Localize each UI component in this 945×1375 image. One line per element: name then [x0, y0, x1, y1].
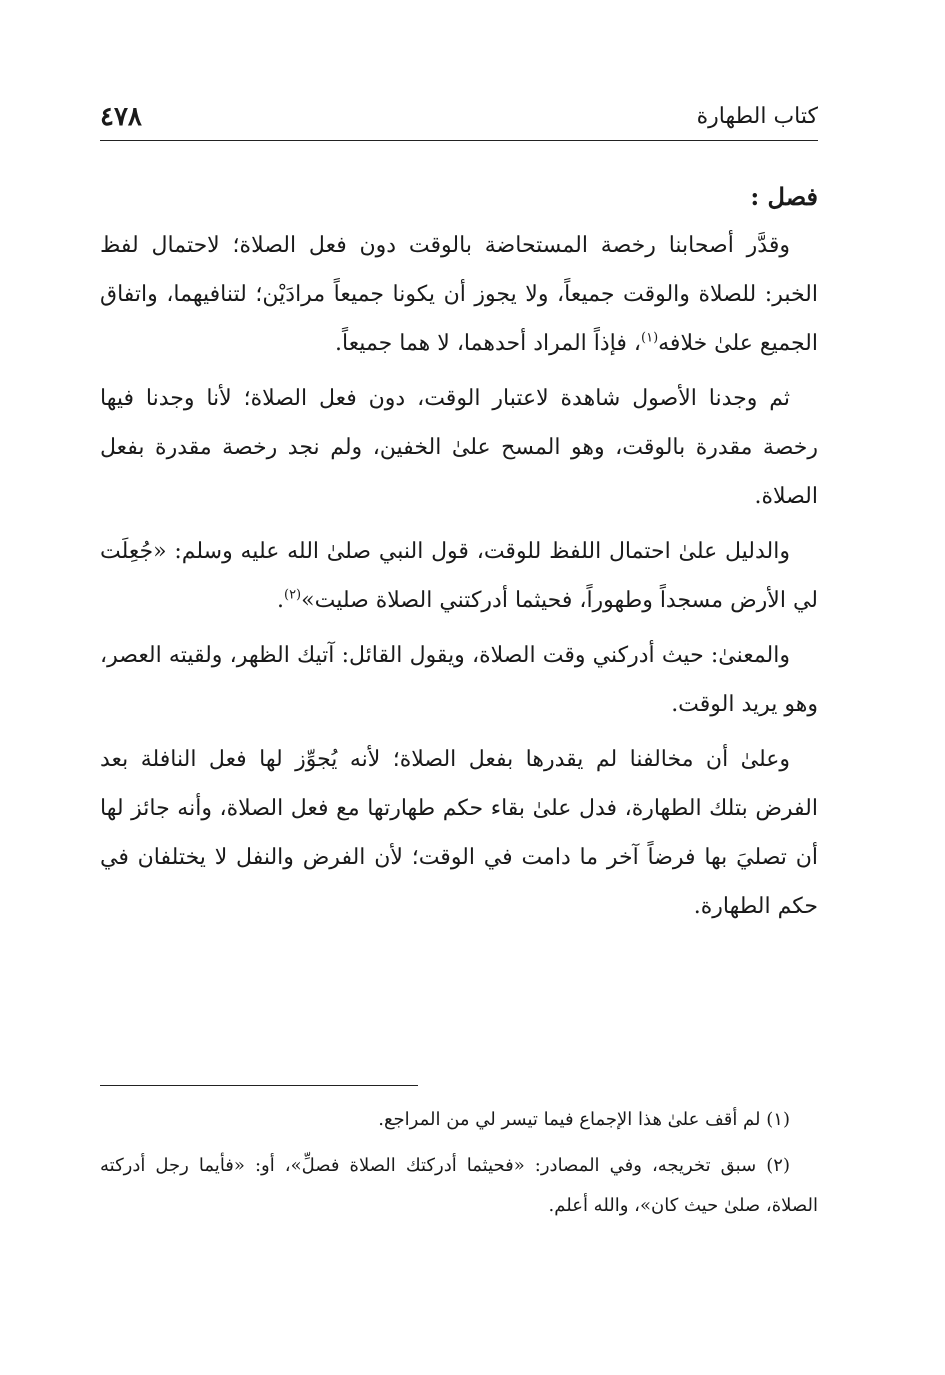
page-header — [100, 100, 818, 141]
book-page — [100, 100, 818, 937]
body-text — [100, 221, 818, 931]
section-heading: فصل : — [750, 182, 818, 211]
footnote-separator — [100, 1085, 418, 1086]
paragraph-text: ثم وجدنا الأصول شاهدة لاعتبار الوقت، دون فعل الصلاة؛ لأنا وجدنا فيها رخصة مقدرة بالوقت، وهو المسح علىٰ الخفين، ولم نجد رخصة مقدرة بفعل الصلاة. — [100, 386, 818, 509]
paragraph-text: والمعنىٰ: حيث أدركني وقت الصلاة، ويقول القائل: آتيك الظهر، ولقيته العصر، وهو يريد الوقت. — [100, 643, 818, 717]
footnote — [100, 1146, 818, 1226]
paragraph-text: وعلىٰ أن مخالفنا لم يقدرها بفعل الصلاة؛ لأنه يُجوِّز لها فعل النافلة بعد الفرض بتلك الطهارة، فدل علىٰ بقاء حكم طهارتها مع فعل الصلاة، وأنه جائز لها أن تصليَ بها فرضاً آخر ما دامت في الوقت؛ لأن الفرض والنفل لا يختلفان في حكم الطهارة. — [100, 747, 818, 919]
paragraph-text: والدليل علىٰ احتمال اللفظ للوقت، قول النبي صلىٰ الله عليه وسلم: «جُعِلَت لي الأرض مسجداً وطهوراً، فحيثما أدركتني الصلاة صليت» — [100, 539, 818, 613]
footnote-label: (٢) — [766, 1155, 790, 1176]
footnote — [100, 1100, 818, 1140]
paragraph — [100, 374, 818, 521]
paragraph-text-continued: . — [276, 588, 284, 613]
running-title: كتاب الطهارة — [696, 104, 818, 129]
footnotes — [100, 1100, 818, 1232]
footnote-label: (١) — [766, 1109, 790, 1130]
paragraph — [100, 527, 818, 625]
paragraph-text: وقدَّر أصحابنا رخصة المستحاضة بالوقت دون فعل الصلاة؛ لاحتمال لفظ الخبر: للصلاة والوقت جميعاً، ولا يجوز أن يكونا جميعاً مرادَيْن؛ لتنافيهما، واتفاق الجميع علىٰ خلافه — [100, 233, 818, 356]
page-number: ٤٧٨ — [100, 102, 142, 132]
footnote-reference: (٢) — [283, 587, 302, 603]
footnote-text: سبق تخريجه، وفي المصادر: «فحيثما أدركتك الصلاة فصلِّ»، أو: «فأيما رجل أدركته الصلاة، صلىٰ حيث كان»، والله أعلم. — [100, 1155, 818, 1216]
paragraph — [100, 221, 818, 368]
paragraph — [100, 735, 818, 931]
footnote-reference: (١) — [641, 330, 659, 346]
paragraph-text-continued: ، فإذاً المراد أحدهما، لا هما جميعاً. — [335, 331, 641, 356]
paragraph — [100, 631, 818, 729]
footnote-text: لم أقف علىٰ هذا الإجماع فيما تيسر لي من المراجع. — [378, 1109, 761, 1130]
